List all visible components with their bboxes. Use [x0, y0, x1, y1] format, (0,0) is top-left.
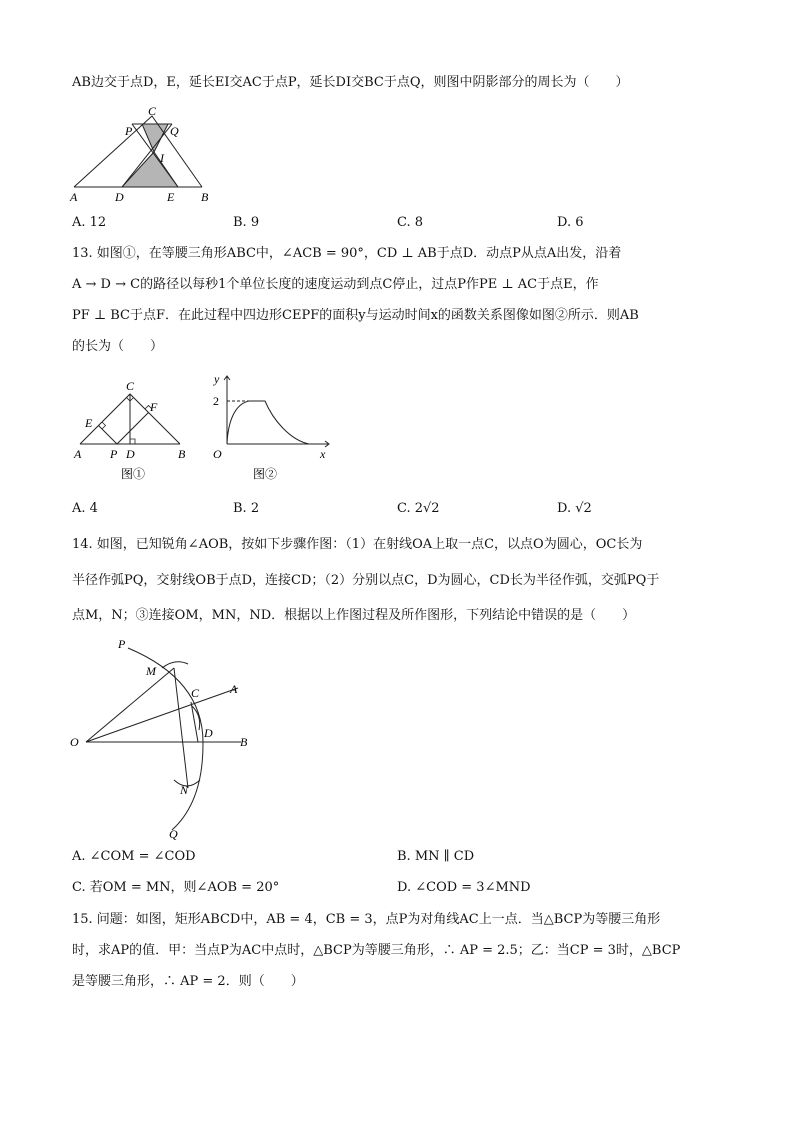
q14-line-2: 半径作弧PQ，交射线OB于点D，连接CD；（2）分别以点C，D为圆心，CD长为半径作弧，交弧PQ于 [72, 573, 660, 588]
q15-line-3: 是等腰三角形，∴ AP = 2．则（ ） [72, 974, 304, 989]
q12-option-b[interactable]: B. 9 [233, 215, 260, 230]
q13-line-3: PF ⊥ BC于点F．在此过程中四边形CEPF的面积y与运动时间x的函数关系图像如图②所示．则AB [72, 308, 639, 323]
q15-line-2: 时，求AP的值．甲：当点P为AC中点时，△BCP为等腰三角形，∴ AP = 2.5；乙：当CP = 3时，△BCP [72, 943, 681, 958]
q14-label-D: D [204, 726, 213, 740]
q12-label-E: E [167, 190, 175, 204]
q13-figure-2 [205, 366, 335, 486]
q12-label-I: I [160, 151, 164, 165]
q14-label-Q: Q [169, 827, 178, 841]
q13-fig1-label-B: B [178, 447, 186, 461]
q13-fig1-label-A: A [74, 447, 82, 461]
q13-line-4: 的长为（ ） [72, 339, 164, 354]
q13-option-b[interactable]: B. 2 [233, 501, 260, 516]
q13-figure-1 [68, 376, 198, 486]
q15-line-1: 15. 问题：如图，矩形ABCD中，AB = 4，CB = 3，点P为对角线AC上一点．当△BCP为等腰三角形 [72, 912, 661, 927]
q12-option-c[interactable]: C. 8 [397, 215, 424, 230]
q13-option-a[interactable]: A. 4 [72, 501, 98, 516]
q13-fig1-label-P: P [110, 447, 118, 461]
q13-fig2-caption: 图② [253, 467, 278, 481]
q14-label-P: P [118, 637, 126, 651]
q13-fig2-label-x: x [320, 447, 326, 461]
q12-label-B: B [201, 190, 209, 204]
q14-label-B: B [240, 735, 248, 749]
q14-label-N: N [180, 783, 189, 797]
q14-line-3: 点M，N；③连接OM，MN，ND．根据以上作图过程及所作图形，下列结论中错误的是（ ） [72, 608, 636, 623]
q12-label-P: P [125, 124, 133, 138]
q13-option-c[interactable]: C. 2√2 [397, 501, 440, 516]
q12-label-D: D [115, 190, 124, 204]
q14-option-b[interactable]: B. MN ∥ CD [397, 849, 475, 864]
q13-fig1-label-D: D [126, 447, 135, 461]
q14-option-a[interactable]: A. ∠COM = ∠COD [72, 849, 196, 864]
q12-option-d[interactable]: D. 6 [557, 215, 584, 230]
q13-fig1-label-E: E [85, 416, 93, 430]
q13-line-2: A → D → C的路径以每秒1个单位长度的速度运动到点C停止，过点P作PE ⊥ AC于点E，作 [72, 277, 599, 292]
q12-stem: AB边交于点D，E，延长EI交AC于点P，延长DI交BC于点Q，则图中阴影部分的周长为（ ） [72, 75, 629, 90]
q13-line-1: 13. 如图①，在等腰三角形ABC中，∠ACB = 90°，CD ⊥ AB于点D．动点P从点A出发，沿着 [72, 246, 622, 261]
q13-fig2-label-2: 2 [213, 394, 219, 408]
q13-fig2-label-y: y [214, 372, 220, 386]
q13-fig2-label-O: O [213, 447, 222, 461]
q13-fig1-caption: 图① [121, 467, 146, 481]
q14-figure [66, 632, 266, 842]
q13-fig1-label-C: C [126, 379, 135, 393]
q14-label-A: A [230, 682, 238, 696]
q14-label-C: C [191, 686, 200, 700]
q14-line-1: 14. 如图，已知锐角∠AOB，按如下步骤作图：（1）在射线OA上取一点C，以点O为圆心，OC长为 [72, 537, 643, 552]
q12-label-A: A [70, 190, 78, 204]
q14-label-M: M [146, 664, 156, 678]
q14-option-c[interactable]: C. 若OM = MN，则∠AOB = 20° [72, 880, 280, 895]
q12-option-a[interactable]: A. 12 [72, 215, 107, 230]
q13-option-d[interactable]: D. √2 [557, 501, 592, 516]
q12-figure [68, 104, 218, 204]
q13-fig1-label-F: F [150, 400, 158, 414]
q14-option-d[interactable]: D. ∠COD = 3∠MND [397, 880, 531, 895]
q12-label-Q: Q [170, 124, 179, 138]
q12-label-C: C [148, 104, 157, 118]
q14-label-O: O [70, 735, 79, 749]
